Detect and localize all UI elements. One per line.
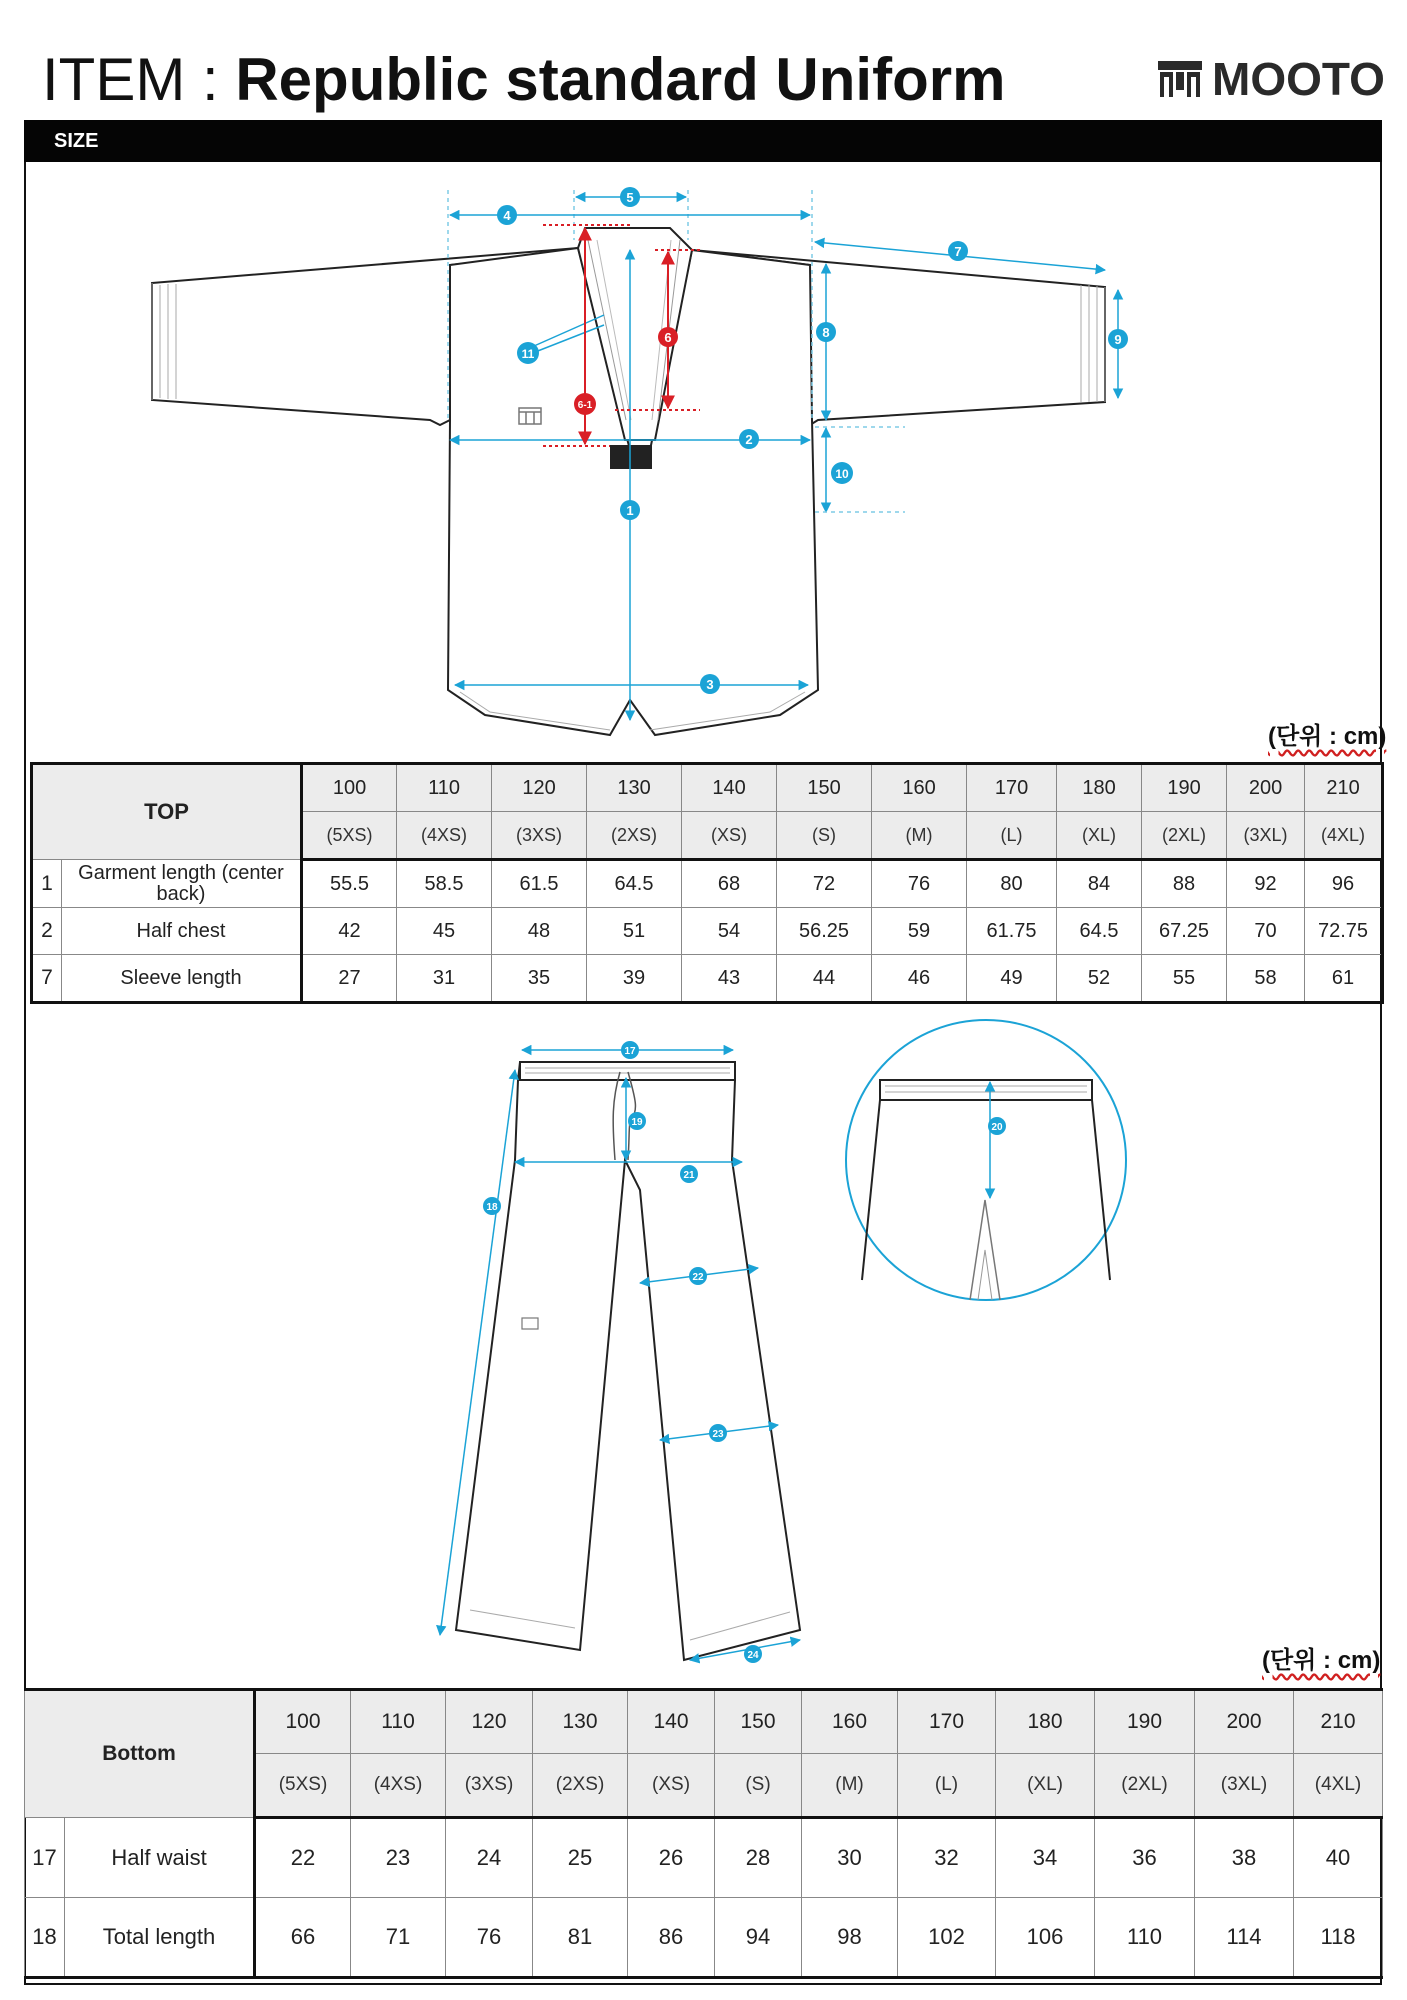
row-number: 18	[25, 1898, 65, 1978]
marker-7	[948, 241, 968, 261]
size-cell: 130	[587, 764, 682, 812]
size-cell: 120	[446, 1690, 533, 1754]
value-cell: 72.75	[1305, 908, 1383, 955]
row-number: 17	[25, 1818, 65, 1898]
table-row	[32, 860, 1383, 908]
table-row	[25, 1898, 1383, 1978]
bottom-size-table	[24, 1688, 1383, 1979]
size-code-cell: (M)	[802, 1754, 898, 1818]
size-code-cell: (S)	[715, 1754, 802, 1818]
value-cell: 55	[1142, 955, 1227, 1003]
svg-text:3: 3	[706, 677, 714, 692]
value-cell: 31	[397, 955, 492, 1003]
size-code-cell: (XL)	[996, 1754, 1095, 1818]
unit-label-bottom	[1262, 1640, 1380, 1675]
svg-text:2: 2	[745, 432, 753, 447]
section-label: SIZE	[54, 130, 99, 152]
value-cell: 38	[1195, 1818, 1294, 1898]
marker-10	[831, 462, 853, 484]
size-cell: 180	[1057, 764, 1142, 812]
value-cell: 49	[967, 955, 1057, 1003]
size-code-cell: (4XS)	[351, 1754, 446, 1818]
size-cell: 140	[682, 764, 777, 812]
value-cell: 27	[302, 955, 397, 1003]
svg-text:4: 4	[503, 208, 511, 223]
value-cell: 34	[996, 1818, 1095, 1898]
top-size-table	[30, 762, 1384, 1004]
value-cell: 76	[872, 860, 967, 908]
size-code-cell: (3XL)	[1195, 1754, 1294, 1818]
value-cell: 94	[715, 1898, 802, 1978]
size-cell: 150	[715, 1690, 802, 1754]
size-code-cell: (3XL)	[1227, 812, 1305, 860]
marker-24	[744, 1645, 762, 1663]
value-cell: 114	[1195, 1898, 1294, 1978]
value-cell: 61.5	[492, 860, 587, 908]
svg-text:17: 17	[624, 1046, 636, 1057]
value-cell: 88	[1142, 860, 1227, 908]
svg-text:5: 5	[626, 190, 634, 205]
value-cell: 64.5	[587, 860, 682, 908]
marker-8	[816, 322, 836, 342]
size-cell: 180	[996, 1690, 1095, 1754]
marker-20	[988, 1117, 1006, 1135]
value-cell: 98	[802, 1898, 898, 1978]
value-cell: 118	[1294, 1898, 1383, 1978]
value-cell: 35	[492, 955, 587, 1003]
pants-drawing	[456, 1062, 800, 1660]
value-cell: 72	[777, 860, 872, 908]
value-cell: 76	[446, 1898, 533, 1978]
value-cell: 59	[872, 908, 967, 955]
size-cell: 200	[1227, 764, 1305, 812]
value-cell: 56.25	[777, 908, 872, 955]
value-cell: 44	[777, 955, 872, 1003]
jacket-drawing	[152, 228, 1105, 735]
value-cell: 92	[1227, 860, 1305, 908]
svg-text:23: 23	[712, 1429, 724, 1440]
size-code-cell: (4XL)	[1294, 1754, 1383, 1818]
size-code-cell: (L)	[898, 1754, 996, 1818]
size-cell: 210	[1294, 1690, 1383, 1754]
size-cell: 160	[872, 764, 967, 812]
table-row	[32, 908, 1383, 955]
svg-text:8: 8	[822, 325, 830, 340]
size-code-cell: (2XL)	[1095, 1754, 1195, 1818]
value-cell: 81	[533, 1898, 628, 1978]
row-number: 2	[32, 908, 62, 955]
size-code-cell: (2XL)	[1142, 812, 1227, 860]
svg-text:11: 11	[521, 347, 535, 361]
size-code-cell: (5XS)	[302, 812, 397, 860]
value-cell: 46	[872, 955, 967, 1003]
value-cell: 96	[1305, 860, 1383, 908]
marker-4	[497, 205, 517, 225]
value-cell: 68	[682, 860, 777, 908]
svg-text:19: 19	[631, 1117, 643, 1128]
marker-2	[739, 429, 759, 449]
row-name: Sleeve length	[62, 955, 302, 1003]
svg-text:24: 24	[747, 1650, 759, 1661]
value-cell: 48	[492, 908, 587, 955]
brand-name: MOOTO	[1212, 53, 1385, 105]
top-label: TOP	[32, 764, 302, 860]
row-name: Half chest	[62, 908, 302, 955]
table-row	[32, 955, 1383, 1003]
value-cell: 40	[1294, 1818, 1383, 1898]
value-cell: 58	[1227, 955, 1305, 1003]
marker-9	[1108, 329, 1128, 349]
value-cell: 26	[628, 1818, 715, 1898]
svg-text:22: 22	[692, 1272, 704, 1283]
size-code-cell: (5XS)	[255, 1754, 351, 1818]
bottom-size-row	[25, 1690, 1383, 1754]
size-cell: 100	[255, 1690, 351, 1754]
value-cell: 66	[255, 1898, 351, 1978]
size-code-cell: (4XS)	[397, 812, 492, 860]
size-cell: 190	[1095, 1690, 1195, 1754]
svg-text:20: 20	[991, 1122, 1003, 1133]
value-cell: 67.25	[1142, 908, 1227, 955]
size-cell: 130	[533, 1690, 628, 1754]
unit-label-top	[1268, 716, 1386, 751]
value-cell: 71	[351, 1898, 446, 1978]
marker-5	[620, 187, 640, 207]
marker-21	[680, 1165, 698, 1183]
value-cell: 58.5	[397, 860, 492, 908]
size-code-cell: (4XL)	[1305, 812, 1383, 860]
value-cell: 42	[302, 908, 397, 955]
marker-18	[483, 1197, 501, 1215]
size-cell: 100	[302, 764, 397, 812]
size-code-cell: (XL)	[1057, 812, 1142, 860]
value-cell: 86	[628, 1898, 715, 1978]
value-cell: 52	[1057, 955, 1142, 1003]
unit-text-top: (단위 : cm)	[1268, 723, 1387, 750]
size-code-cell: (S)	[777, 812, 872, 860]
size-code-cell: (XS)	[682, 812, 777, 860]
value-cell: 28	[715, 1818, 802, 1898]
value-cell: 106	[996, 1898, 1095, 1978]
svg-text:10: 10	[835, 467, 849, 481]
value-cell: 55.5	[302, 860, 397, 908]
marker-22	[689, 1267, 707, 1285]
row-name: Total length	[65, 1898, 255, 1978]
value-cell: 61	[1305, 955, 1383, 1003]
size-code-cell: (L)	[967, 812, 1057, 860]
value-cell: 32	[898, 1818, 996, 1898]
value-cell: 43	[682, 955, 777, 1003]
size-cell: 150	[777, 764, 872, 812]
table-row	[25, 1818, 1383, 1898]
marker-23	[709, 1424, 727, 1442]
value-cell: 39	[587, 955, 682, 1003]
value-cell: 36	[1095, 1818, 1195, 1898]
marker-1	[620, 500, 640, 520]
value-cell: 24	[446, 1818, 533, 1898]
value-cell: 80	[967, 860, 1057, 908]
size-cell: 140	[628, 1690, 715, 1754]
row-number: 1	[32, 860, 62, 908]
top-size-row	[32, 764, 1383, 812]
size-cell: 170	[967, 764, 1057, 812]
value-cell: 51	[587, 908, 682, 955]
svg-text:1: 1	[626, 503, 634, 518]
size-cell: 190	[1142, 764, 1227, 812]
bottom-label: Bottom	[25, 1690, 255, 1818]
value-cell: 22	[255, 1818, 351, 1898]
size-cell: 110	[351, 1690, 446, 1754]
value-cell: 54	[682, 908, 777, 955]
row-name: Garment length (center back)	[62, 860, 302, 908]
svg-text:9: 9	[1114, 332, 1122, 347]
row-name: Half waist	[65, 1818, 255, 1898]
size-code-cell: (M)	[872, 812, 967, 860]
marker-17	[621, 1041, 639, 1059]
value-cell: 84	[1057, 860, 1142, 908]
row-number: 7	[32, 955, 62, 1003]
unit-text-bottom: (단위 : cm)	[1262, 1647, 1381, 1674]
size-code-cell: (2XS)	[533, 1754, 628, 1818]
crotch-detail-circle	[846, 1020, 1126, 1300]
size-code-cell: (XS)	[628, 1754, 715, 1818]
svg-text:18: 18	[486, 1202, 498, 1213]
svg-text:21: 21	[683, 1170, 695, 1181]
marker-6	[658, 327, 678, 347]
size-cell: 170	[898, 1690, 996, 1754]
marker-6-1	[574, 393, 596, 415]
svg-text:6-1: 6-1	[577, 400, 593, 411]
marker-3	[700, 674, 720, 694]
value-cell: 64.5	[1057, 908, 1142, 955]
svg-text:6: 6	[664, 330, 672, 345]
size-cell: 160	[802, 1690, 898, 1754]
value-cell: 110	[1095, 1898, 1195, 1978]
size-code-cell: (3XS)	[446, 1754, 533, 1818]
size-cell: 210	[1305, 764, 1383, 812]
value-cell: 45	[397, 908, 492, 955]
value-cell: 70	[1227, 908, 1305, 955]
marker-11	[517, 342, 539, 364]
marker-19	[628, 1112, 646, 1130]
svg-text:7: 7	[954, 244, 962, 259]
value-cell: 30	[802, 1818, 898, 1898]
size-code-cell: (2XS)	[587, 812, 682, 860]
size-cell: 110	[397, 764, 492, 812]
value-cell: 102	[898, 1898, 996, 1978]
value-cell: 61.75	[967, 908, 1057, 955]
size-cell: 120	[492, 764, 587, 812]
size-cell: 200	[1195, 1690, 1294, 1754]
title-main: Republic standard Uniform	[235, 46, 1006, 113]
value-cell: 25	[533, 1818, 628, 1898]
size-code-cell: (3XS)	[492, 812, 587, 860]
value-cell: 23	[351, 1818, 446, 1898]
title-prefix: ITEM :	[42, 46, 236, 113]
